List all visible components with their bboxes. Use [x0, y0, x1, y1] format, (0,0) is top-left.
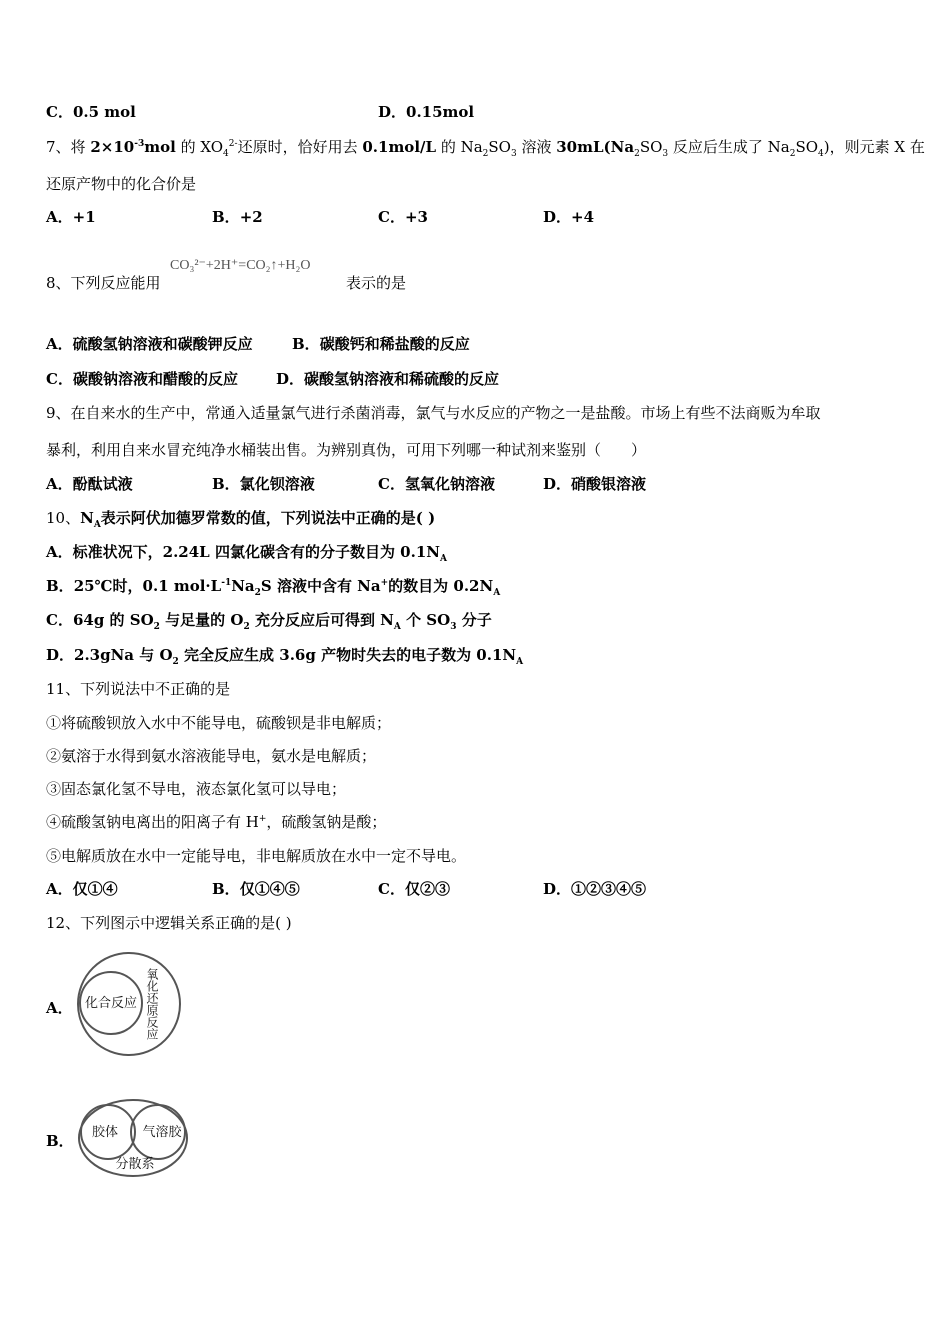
q8-option-d: D．碳酸氢钠溶液和稀硫酸的反应	[276, 370, 500, 388]
q11-stem: 11、下列说法中不正确的是	[46, 680, 231, 698]
q10-option-c: C．64g 的 $SO_2$ 与足量的 $O_2$ 充分反应后可得到 $N_A$ 个 $SO_3$ 分子	[46, 611, 492, 632]
q6-option-d: D．0.15mol	[378, 103, 475, 121]
q8-stem: 8、下列反应能用	[46, 274, 161, 292]
q8-option-c: C．碳酸钠溶液和醋酸的反应	[46, 370, 238, 388]
q12-diagram-a	[74, 950, 184, 1058]
q8-option-a: A．硫酸氢钠溶液和碳酸钾反应	[46, 335, 253, 353]
q7-stem-line2: 还原产物中的化合价是	[46, 175, 197, 193]
q9-option-b: B．氯化钡溶液	[212, 475, 315, 493]
q12-diagram-b	[77, 1090, 191, 1180]
q10-option-d: D．2.3gNa 与 $O_2$ 完全反应生成 3.6g 产物时失去的电子数为 $0.1N_A$	[46, 646, 524, 667]
q11-statement-5: ⑤电解质放在水中一定能导电，非电解质放在水中一定不导电。	[46, 847, 467, 865]
q11-statement-2: ②氨溶于水得到氨水溶液能导电，氨水是电解质；	[46, 747, 377, 765]
q11-statement-1: ①将硫酸钡放入水中不能导电，硫酸钡是非电解质；	[46, 714, 392, 732]
q8-option-b: B．碳酸钙和稀盐酸的反应	[292, 335, 470, 353]
label-aerosol: 气溶胶	[142, 1125, 182, 1140]
q12-option-a-letter: A．	[46, 999, 73, 1017]
q11-option-b: B．仅①④⑤	[212, 880, 300, 898]
q10-option-a: A．标准状况下，2.24L 四氯化碳含有的分子数目为 $0.1N_A$	[46, 543, 447, 564]
q7-stem-line1: 7、将 $2\times 10^{-3}mol$ 的 $XO_4^{2-}$还原时，恰好用去 0.1mol/L 的 $Na_2SO_3$ 溶液 $30mL(Na_2SO_3$ 反应后生成了 $Na_2SO_4$)，则元素 X 在	[46, 138, 925, 159]
q6-option-c: C．0.5 mol	[46, 103, 136, 121]
q11-statement-3: ③固态氯化氢不导电，液态氯化氢可以导电；	[46, 780, 347, 798]
q11-statement-4: ④硫酸氢钠电离出的阳离子有 H+，硫酸氢钠是酸；	[46, 813, 387, 831]
q9-option-c: C．氢氧化钠溶液	[378, 475, 495, 493]
label-dispersion-system: 分散系	[115, 1157, 155, 1172]
label-redox-reaction: 氧化还原反应	[145, 968, 159, 1040]
q10-option-b: B．25℃时，0.1 $mol\cdot L^{-1}Na_2S$ 溶液中含有 Na+的数目为 $0.2N_A$	[46, 577, 501, 598]
q9-stem-line2: 暴利，利用自来水冒充纯净水桶装出售。为辨别真伪，可用下列哪一种试剂来鉴别（ ）	[46, 441, 647, 459]
q7-option-d: D．+4	[543, 208, 595, 226]
q11-option-a: A．仅①④	[46, 880, 118, 898]
q12-option-b-letter: B．	[46, 1132, 74, 1150]
q12-stem: 12、下列图示中逻辑关系正确的是( )	[46, 914, 292, 932]
q9-option-d: D．硝酸银溶液	[543, 475, 647, 493]
q7-option-a: A．+1	[46, 208, 96, 226]
q8-stem-suffix: 表示的是	[346, 274, 407, 292]
label-colloid: 胶体	[91, 1125, 119, 1140]
q7-option-b: B．+2	[212, 208, 263, 226]
q11-option-c: C．仅②③	[378, 880, 450, 898]
q9-stem-line1: 9、在自来水的生产中，常通入适量氯气进行杀菌消毒，氯气与水反应的产物之一是盐酸。市场上有些不法商贩为牟取	[46, 404, 821, 422]
q7-option-c: C．+3	[378, 208, 428, 226]
q9-option-a: A．酚酞试液	[46, 475, 133, 493]
q8-ionic-equation: CO₃²⁻+2H⁺=CO₂↑+H₂O	[170, 258, 311, 273]
q11-option-d: D．①②③④⑤	[543, 880, 647, 898]
q10-stem: 10、$N_A$表示阿伏加德罗常数的值，下列说法中正确的是( )	[46, 509, 436, 530]
label-combination-reaction: 化合反应	[84, 996, 138, 1011]
